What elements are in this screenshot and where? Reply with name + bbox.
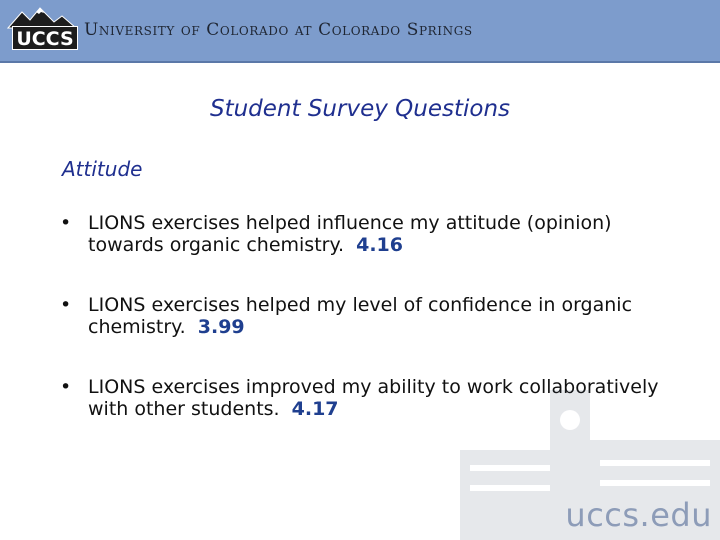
score-value: 4.16 xyxy=(356,234,403,256)
bullet-icon: • xyxy=(60,376,72,398)
question-text: LIONS exercises helped influence my attitude (opinion) towards organic chemistry. xyxy=(88,212,612,256)
list-item xyxy=(60,212,680,256)
list-item xyxy=(60,294,680,338)
logo-text: UCCS xyxy=(12,26,78,50)
section-subheading: Attitude xyxy=(62,157,143,181)
university-name: University of Colorado at Colorado Springs xyxy=(84,20,473,40)
footer-url: uccs.edu xyxy=(565,496,712,534)
slide-title: Student Survey Questions xyxy=(209,96,511,122)
question-text: LIONS exercises helped my level of confidence in organic chemistry. xyxy=(88,294,633,338)
uccs-logo xyxy=(4,4,78,50)
score-value: 3.99 xyxy=(197,316,245,338)
header-band xyxy=(0,0,720,61)
bullet-icon: • xyxy=(60,294,72,316)
question-text: LIONS exercises improved my ability to work collaboratively with other students. xyxy=(88,376,659,420)
header-divider xyxy=(0,61,720,63)
bullet-icon: • xyxy=(60,212,72,234)
score-value: 4.17 xyxy=(291,398,339,420)
